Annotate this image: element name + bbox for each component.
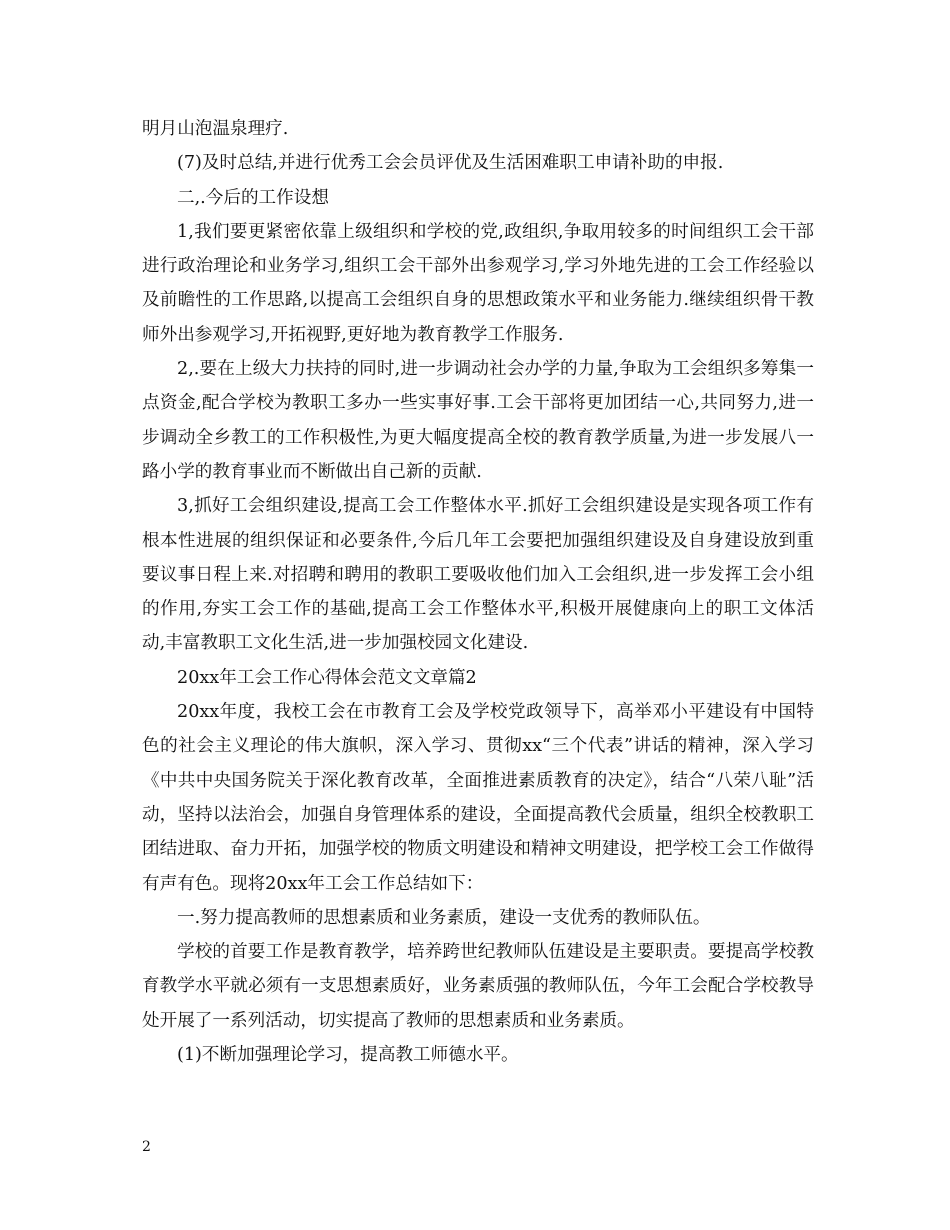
document-body (142, 112, 814, 1072)
paragraph-10: 学校的首要工作是教育教学，培养跨世纪教师队伍建设是主要职责。要提高学校教育教学水平就必须有一支思想素质好，业务素质强的教师队伍，今年工会配合学校教导处开展了一系列活动，切实提高了教师的思想素质和业务素质。 (142, 942, 814, 1031)
paragraph-6: 3,抓好工会组织建设,提高工会工作整体水平.抓好工会组织建设是实现各项工作有根本性进展的组织保证和必要条件,今后几年工会要把加强组织建设及自身建设放到重要议事日程上来.对招聘和聘用的教职工要吸收他们加入工会组织,进一步发挥工会小组的作用,夯实工会工作的基础,提高工会工作整体水平,积极开展健康向上的职工文体活动,丰富教职工文化生活,进一步加强校园文化建设. (142, 496, 814, 654)
section-heading-teacher-quality: 一.努力提高教师的思想素质和业务素质，建设一支优秀的教师队伍。 (177, 907, 711, 928)
paragraph-8: 20xx年度，我校工会在市教育工会及学校党政领导下，高举邓小平建设有中国特色的社会主义理论的伟大旗帜，深入学习、贯彻xx“三个代表”讲话的精神，深入学习《中共中央国务院关于深化教育改革，全面推进素质教育的决定》，结合“八荣八耻”活动，坚持以法治会，加强自身管理体系的建设，全面提高教代会质量，组织全校教职工团结进取、奋力开拓，加强学校的物质文明建设和精神文明建设，把学校工会工作做得有声有色。现将20xx年工会工作总结如下： (142, 702, 814, 894)
paragraph-11: (1)不断加强理论学习，提高教工师德水平。 (177, 1045, 519, 1066)
paragraph-2: (7)及时总结,并进行优秀工会会员评优及生活困难职工申请补助的申报. (177, 153, 724, 174)
paragraph-1: 明月山泡温泉理疗. (142, 119, 289, 139)
paragraph-4: 1,我们要更紧密依靠上级组织和学校的党,政组织,争取用较多的时间组织工会干部进行政治理论和业务学习,组织工会干部外出参观学习,学习外地先进的工会工作经验以及前瞻性的工作思路,以提高工会组织自身的思想政策水平和业务能力.继续组织骨干教师外出参观学习,开拓视野,更好地为教育教学工作服务. (142, 221, 814, 345)
paragraph-5: 2,.要在上级大力扶持的同时,进一步调动社会办学的力量,争取为工会组织多筹集一点资金,配合学校为教职工多办一些实事好事.工会干部将更加团结一心,共同努力,进一步调动全乡教工的工作积极性,为更大幅度提高全校的教育教学质量,为进一步发展八一路小学的教育事业而不断做出自己新的贡献. (142, 359, 814, 482)
page-number: 2 (142, 1139, 151, 1155)
section-heading-future-plans: 二,.今后的工作设想 (177, 187, 329, 208)
article-title-2: 20xx年工会工作心得体会范文文章篇2 (177, 667, 477, 688)
